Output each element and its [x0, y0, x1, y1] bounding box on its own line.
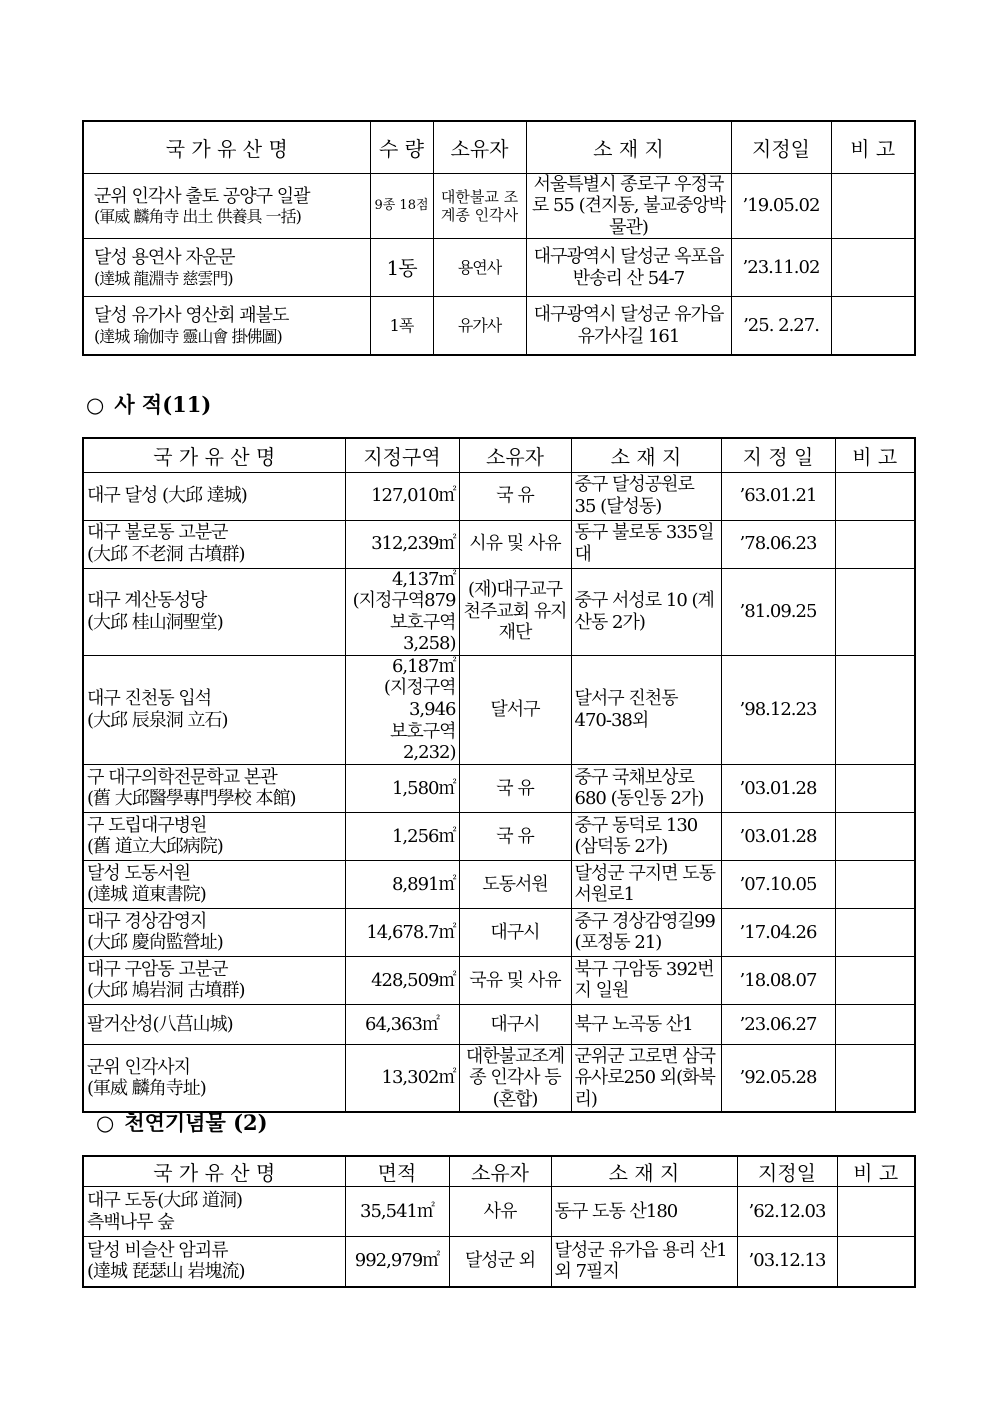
cell-date: ’78.06.23 — [721, 520, 835, 568]
cell-owner: 시유 및 사유 — [459, 520, 571, 568]
header-area: 면적 — [345, 1156, 449, 1187]
cell-owner: 대구시 — [459, 1004, 571, 1044]
cell-note — [835, 1004, 915, 1044]
cell-note — [835, 812, 915, 860]
cell-area: 14,678.7㎡ — [345, 908, 459, 956]
cell-date: ’19.05.02 — [731, 173, 831, 239]
cell-location: 달서구 진천동 470-38외 — [571, 655, 721, 764]
header-date: 지 정 일 — [721, 438, 835, 472]
cell-area: 992,979㎡ — [345, 1237, 449, 1287]
cell-location: 북구 노곡동 산1 — [571, 1004, 721, 1044]
table-row — [83, 655, 915, 764]
cell-location: 대구광역시 달성군 유가읍 유가사길 161 — [526, 297, 731, 355]
cell-note — [831, 297, 915, 355]
cell-qty: 1폭 — [370, 297, 433, 355]
cell-area: 428,509㎡ — [345, 956, 459, 1004]
cell-name: 대구 경상감영지 (大邱 慶尙監營址) — [83, 908, 345, 956]
header-owner: 소유자 — [459, 438, 571, 472]
table-row — [83, 520, 915, 568]
cell-location: 중구 서성로 10 (계산동 2가) — [571, 568, 721, 655]
table-row — [83, 860, 915, 908]
table-row — [83, 1237, 915, 1287]
cell-location: 달성군 유가읍 용리 산1외 7필지 — [551, 1237, 737, 1287]
cell-note — [835, 655, 915, 764]
cell-note — [837, 1187, 915, 1237]
section-heading-natural-monuments: ○ 천연기념물 (2) — [96, 1110, 268, 1135]
cell-date: ’23.06.27 — [721, 1004, 835, 1044]
circle-bullet-icon: ○ — [96, 1111, 115, 1135]
cell-name: 달성 비슬산 암괴류 (達城 琵瑟山 岩塊流) — [83, 1237, 345, 1287]
table-row — [83, 173, 915, 239]
table-row — [83, 472, 915, 520]
cell-owner: 국 유 — [459, 764, 571, 812]
table-row — [83, 239, 915, 297]
header-date: 지정일 — [731, 121, 831, 173]
cell-date: ’17.04.26 — [721, 908, 835, 956]
cell-location: 중구 경상감영길99 (포정동 21) — [571, 908, 721, 956]
cell-owner: 국 유 — [459, 472, 571, 520]
header-name: 국 가 유 산 명 — [83, 438, 345, 472]
cell-owner: 도동서원 — [459, 860, 571, 908]
table-header-row — [83, 121, 915, 173]
cell-owner: 국 유 — [459, 812, 571, 860]
cell-area: 8,891㎡ — [345, 860, 459, 908]
cell-name: 대구 구암동 고분군 (大邱 鳩岩洞 古墳群) — [83, 956, 345, 1004]
cell-note — [835, 956, 915, 1004]
cell-owner: 대한불교조계종 인각사 등(혼합) — [459, 1044, 571, 1112]
cell-location: 서울특별시 종로구 우정국로 55 (견지동, 불교중앙박물관) — [526, 173, 731, 239]
cell-area: 35,541㎡ — [345, 1187, 449, 1237]
header-note: 비 고 — [835, 438, 915, 472]
cell-date: ’98.12.23 — [721, 655, 835, 764]
cell-date: ’03.01.28 — [721, 764, 835, 812]
cell-date: ’18.08.07 — [721, 956, 835, 1004]
cell-name: 군위 인각사지 (軍威 麟角寺址) — [83, 1044, 345, 1112]
table-row — [83, 1004, 915, 1044]
cell-date: ’23.11.02 — [731, 239, 831, 297]
cell-name: 팔거산성(八莒山城) — [83, 1004, 345, 1044]
table-row — [83, 568, 915, 655]
table-row — [83, 297, 915, 355]
cell-area: 1,580㎡ — [345, 764, 459, 812]
cell-area: 312,239㎡ — [345, 520, 459, 568]
table-row — [83, 812, 915, 860]
section-heading-historic-sites: ○ 사 적(11) — [86, 392, 212, 417]
cell-owner: 사유 — [449, 1187, 551, 1237]
header-location: 소 재 지 — [571, 438, 721, 472]
cell-qty: 9종 18점 — [370, 173, 433, 239]
cell-note — [837, 1237, 915, 1287]
cell-date: ’03.01.28 — [721, 812, 835, 860]
header-location: 소 재 지 — [526, 121, 731, 173]
cell-note — [835, 520, 915, 568]
cell-note — [835, 860, 915, 908]
cell-note — [831, 239, 915, 297]
header-qty: 수 량 — [370, 121, 433, 173]
table-row — [83, 908, 915, 956]
table-row — [83, 764, 915, 812]
cell-name: 대구 계산동성당 (大邱 桂山洞聖堂) — [83, 568, 345, 655]
cell-qty: 1동 — [370, 239, 433, 297]
cell-name: 대구 불로동 고분군 (大邱 不老洞 古墳群) — [83, 520, 345, 568]
cell-area: 4,137㎡ (지정구역879 보호구역3,258) — [345, 568, 459, 655]
table-row — [83, 956, 915, 1004]
cell-location: 중구 달성공원로 35 (달성동) — [571, 472, 721, 520]
cell-area: 1,256㎡ — [345, 812, 459, 860]
cell-owner: 국유 및 사유 — [459, 956, 571, 1004]
cell-location: 달성군 구지면 도동서원로1 — [571, 860, 721, 908]
cell-location: 군위군 고로면 삼국유사로250 외(화북리) — [571, 1044, 721, 1112]
cell-name: 구 도립대구병원 (舊 道立大邱病院) — [83, 812, 345, 860]
cell-date: ’81.09.25 — [721, 568, 835, 655]
cell-owner: 대한불교 조계종 인각사 — [433, 173, 526, 239]
cell-date: ’25. 2.27. — [731, 297, 831, 355]
natural-monuments-table — [82, 1155, 916, 1288]
header-owner: 소유자 — [433, 121, 526, 173]
cell-name: 달성 도동서원 (達城 道東書院) — [83, 860, 345, 908]
heritage-items-table — [82, 120, 916, 356]
cell-name: 달성 유가사 영산회 괘불도 (達城 瑜伽寺 靈山會 掛佛圖) — [83, 297, 370, 355]
cell-name: 대구 도동(大邱 道洞) 측백나무 숲 — [83, 1187, 345, 1237]
cell-note — [835, 1044, 915, 1112]
cell-owner: 대구시 — [459, 908, 571, 956]
cell-location: 중구 동덕로 130 (삼덕동 2가) — [571, 812, 721, 860]
header-name: 국 가 유 산 명 — [83, 121, 370, 173]
cell-owner: 달서구 — [459, 655, 571, 764]
cell-name: 달성 용연사 자운문 (達城 龍淵寺 慈雲門) — [83, 239, 370, 297]
header-owner: 소유자 — [449, 1156, 551, 1187]
cell-owner: 달성군 외 — [449, 1237, 551, 1287]
cell-date: ’03.12.13 — [737, 1237, 837, 1287]
cell-note — [835, 568, 915, 655]
cell-location: 중구 국채보상로 680 (동인동 2가) — [571, 764, 721, 812]
header-area: 지정구역 — [345, 438, 459, 472]
cell-note — [835, 764, 915, 812]
cell-name: 구 대구의학전문학교 본관 (舊 大邱醫學專門學校 本館) — [83, 764, 345, 812]
cell-name: 대구 진천동 입석 (大邱 辰泉洞 立石) — [83, 655, 345, 764]
table-header-row — [83, 438, 915, 472]
historic-sites-table — [82, 437, 916, 1113]
cell-note — [835, 472, 915, 520]
cell-location: 동구 도동 산180 — [551, 1187, 737, 1237]
cell-location: 북구 구암동 392번지 일원 — [571, 956, 721, 1004]
cell-date: ’92.05.28 — [721, 1044, 835, 1112]
cell-location: 대구광역시 달성군 옥포읍 반송리 산 54-7 — [526, 239, 731, 297]
header-note: 비 고 — [831, 121, 915, 173]
cell-owner: 용연사 — [433, 239, 526, 297]
cell-area: 127,010㎡ — [345, 472, 459, 520]
table-row — [83, 1044, 915, 1112]
cell-name: 대구 달성 (大邱 達城) — [83, 472, 345, 520]
cell-area: 6,187㎡ (지정구역3,946 보호구역2,232) — [345, 655, 459, 764]
cell-date: ’62.12.03 — [737, 1187, 837, 1237]
cell-owner: (재)대구교구 천주교회 유지재단 — [459, 568, 571, 655]
header-location: 소 재 지 — [551, 1156, 737, 1187]
circle-bullet-icon: ○ — [86, 393, 105, 417]
cell-owner: 유가사 — [433, 297, 526, 355]
table-header-row — [83, 1156, 915, 1187]
cell-date: ’07.10.05 — [721, 860, 835, 908]
cell-area: 13,302㎡ — [345, 1044, 459, 1112]
cell-date: ’63.01.21 — [721, 472, 835, 520]
table-row — [83, 1187, 915, 1237]
header-name: 국 가 유 산 명 — [83, 1156, 345, 1187]
cell-area: 64,363㎡ — [345, 1004, 459, 1044]
cell-note — [835, 908, 915, 956]
cell-name: 군위 인각사 출토 공양구 일괄 (軍威 麟角寺 出土 供養具 一括) — [83, 173, 370, 239]
header-note: 비 고 — [837, 1156, 915, 1187]
cell-location: 동구 불로동 335일대 — [571, 520, 721, 568]
header-date: 지정일 — [737, 1156, 837, 1187]
cell-note — [831, 173, 915, 239]
